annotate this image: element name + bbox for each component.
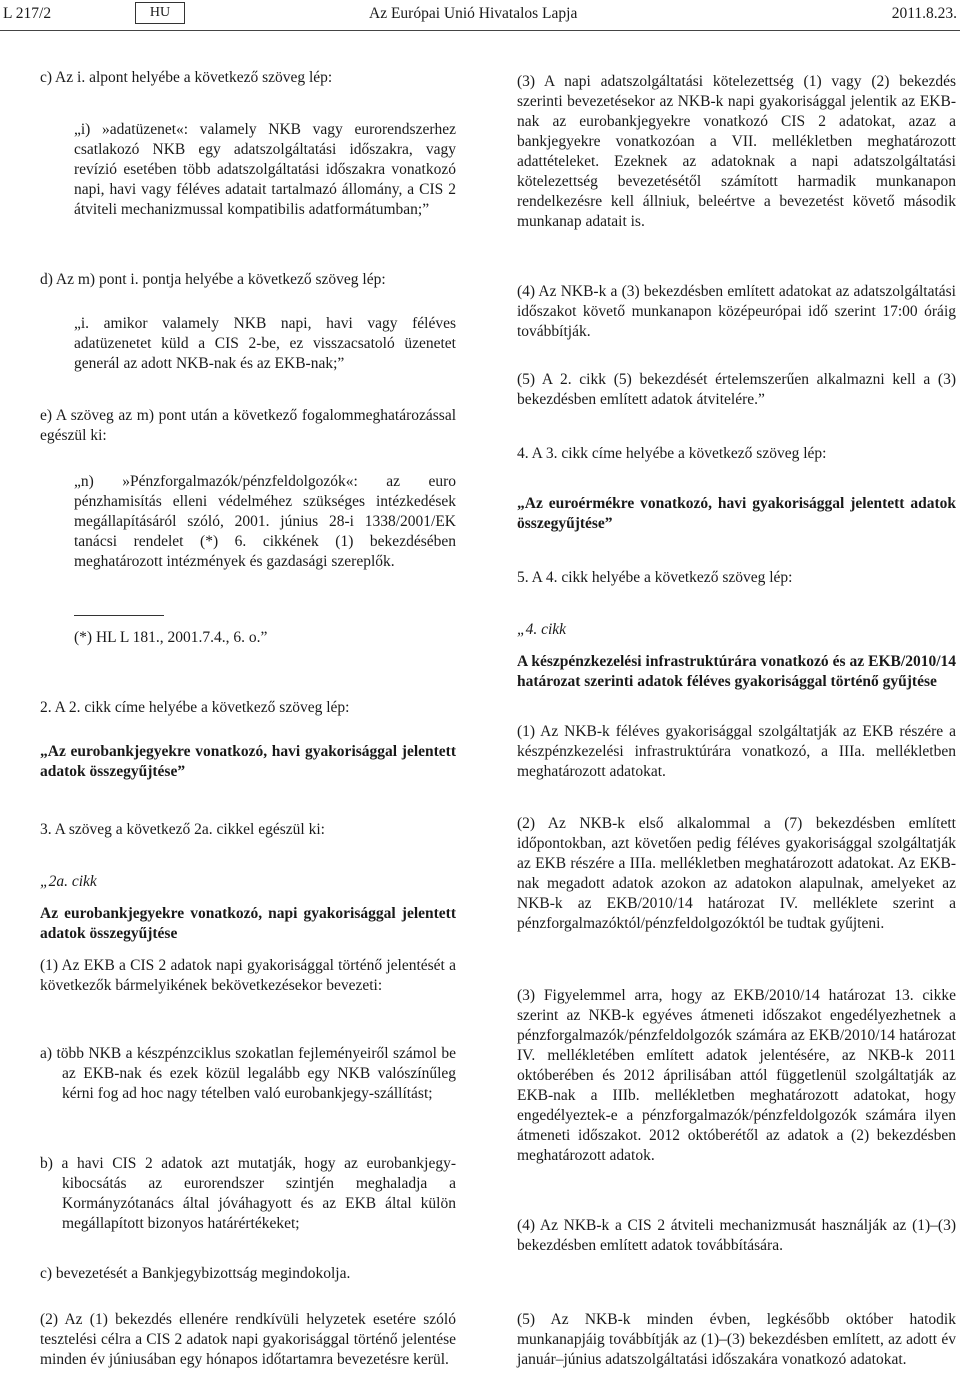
point-2-intro: 2. A 2. cikk címe helyébe a következő szöveg lép: [40, 699, 350, 716]
article-2a-title: Az eurobankjegyekre vonatkozó, napi gyakorisággal jelentett adatok összegyűjtése [40, 905, 456, 942]
point-e-text: „n) »Pénzforgalmazók/pénzfeldolgozók«: az euro pénzhamisítás elleni védelméhez szükséges intézkedések megállapításáról szóló, 2001. június 28-i 1338/2001/EK tanácsi rendelet (*) 6. cikkének (1) bekezdésében meghatározott intézmények és gazdasági szereplők. [74, 473, 456, 570]
point-4-intro: 4. A 3. cikk címe helyébe a következő szöveg lép: [517, 445, 827, 462]
article-2a-paragraph-2: (2) Az (1) bekezdés ellenére rendkívüli helyzetek esetére szóló tesztelési célra a CIS 2 adatok napi gyakorisággal történő jelentése minden év júniusában egy hónapos időtartamra bevezetésre kerül. [40, 1311, 456, 1368]
point-c-intro: c) Az i. alpont helyébe a következő szöveg lép: [40, 69, 333, 86]
point-d-text: „i. amikor valamely NKB napi, havi vagy féléves adatüzenetet küld a CIS 2-be, ez visszacsatoló üzenetet generál az adott NKB-nak és az EKB-nak;” [74, 315, 456, 372]
paragraph-5: (5) A 2. cikk (5) bekezdését értelemszerűen alkalmazni kell a (3) bekezdésben említett adatok átvitelére.” [517, 371, 956, 408]
language-badge: HU [135, 2, 185, 24]
point-c-text: „i) »adatüzenet«: valamely NKB vagy eurorendszerhez csatlakozó NKB egy adatszolgáltatási időszakra, vagy revízió esetében több adatszolgáltatási időszakra vonatkozó napi, havi vagy féléves adatait tartalmazó állomány, a CIS 2 átviteli mechanizmussal kompatibilis adatformátumban;” [74, 121, 456, 218]
header-rule [0, 30, 960, 31]
paragraph-3: (3) A napi adatszolgáltatási kötelezettség (1) vagy (2) bekezdés szerinti bevezetésekor az NKB-k napi gyakorisággal jelentik az EKB-nak az eurobankjegyekre vonatkozó CIS 2 adatokat, azaz a bankjegyekre vonatkozóan a VII. mellékletben meghatározott adattételeket. Ezeknek az adatoknak a napi adatszolgáltatási kötelezettség bevezetésétől számított harmadik munkanapon rendelkezésre kell állniuk, beleértve a bevezetést követő második munkanap adatait is. [517, 73, 956, 230]
publication-date: 2011.8.23. [891, 5, 957, 22]
page-header [0, 0, 960, 28]
article-4-title: A készpénzkezelési infrastruktúrára vonatkozó és az EKB/2010/14 határozat szerinti adatok féléves gyakorisággal történő gyűjtése [517, 653, 956, 690]
point-2-title: „Az eurobankjegyekre vonatkozó, havi gyakorisággal jelentett adatok összegyűjtése” [40, 743, 456, 780]
point-4-title: „Az euroérmékre vonatkozó, havi gyakorisággal jelentett adatok összegyűjtése” [517, 495, 956, 532]
publication-title: Az Európai Unió Hivatalos Lapja [369, 5, 578, 22]
footnote: (*) HL L 181., 2001.7.4., 6. o.” [74, 629, 268, 646]
article-4-paragraph-5: (5) Az NKB-k minden évben, legkésőbb október hatodik munkanapjáig továbbítják az (1)–(3) bekezdésben említett, az adott év január–június adatszolgáltatási időszakára vonatkozó adatokat. [517, 1311, 956, 1368]
article-4-label: „4. cikk [517, 621, 567, 638]
article-2a-point-b: b) a havi CIS 2 adatok azt mutatják, hogy az eurobankjegy-kibocsátás az eurorendszer szintjén meghaladja a Kormányzótanács által jóváhagyott és az EKB által külön megállapított bizonyos határértékeket; [40, 1155, 456, 1232]
footnote-rule [74, 615, 164, 616]
article-4-paragraph-1: (1) Az NKB-k féléves gyakorisággal szolgáltatják az EKB részére a készpénzkezelési infrastruktúrára vonatkozó, a IIIa. mellékletben meghatározott adatokat. [517, 723, 956, 780]
article-2a-point-c: c) bevezetését a Bankjegybizottság megindokolja. [40, 1265, 351, 1282]
point-e-intro: e) A szöveg az m) pont után a következő fogalommeghatározással egészül ki: [40, 407, 456, 444]
article-4-paragraph-3: (3) Figyelemmel arra, hogy az EKB/2010/14 határozat 13. cikke szerint az NKB-k egyéves átmeneti időszakot engedélyezhetnek a pénzforgalmazók/pénzfeldolgozók számára az EKB/2010/14 határozat IV. mellékletében említett adatok jelentésére, az NKB-k 2011 októberében és 2012 áprilisában attól függetlenül szolgáltatják az EKB-nak a IIIb. mellékletben meghatározott adatokat, hogy engedélyeztek-e a pénzforgalmazók/pénzfeldolgozók számára ilyen átmeneti időszakot. 2012 októberétől az adatok a (2) bekezdésben meghatározott adatok. [517, 987, 956, 1164]
article-2a-paragraph-1: (1) Az EKB a CIS 2 adatok napi gyakorisággal történő jelentését a következők bármelyikének bekövetkezésekor bevezeti: [40, 957, 456, 994]
point-d-intro: d) Az m) pont i. pontja helyébe a következő szöveg lép: [40, 271, 386, 288]
article-4-paragraph-4: (4) Az NKB-k a CIS 2 átviteli mechanizmusát használják az (1)–(3) bekezdésben említett adatok továbbítására. [517, 1217, 956, 1254]
point-5-intro: 5. A 4. cikk helyébe a következő szöveg lép: [517, 569, 793, 586]
article-2a-label: „2a. cikk [40, 873, 97, 890]
journal-reference: L 217/2 [3, 5, 52, 22]
paragraph-4: (4) Az NKB-k a (3) bekezdésben említett adatokat az adatszolgáltatási időszakot követő munkanapon középeurópai idő szerint 17:00 óráig továbbítják. [517, 283, 956, 340]
point-3-intro: 3. A szöveg a következő 2a. cikkel egészül ki: [40, 821, 325, 838]
article-4-paragraph-2: (2) Az NKB-k első alkalommal a (7) bekezdésben említett időpontokban, azt követően pedig féléves gyakorisággal szolgáltatják az EKB részére a IIIa. mellékletben meghatározott adatokat. Az EKB-nak megadott adatok azokon az adatokon alapulnak, amelyeket az NKB-k az EKB/2010/14 határozat IV. melléklete szerint a pénzforgalmazóktól/pénzfeldolgozóktól be tudtak gyűjteni. [517, 815, 956, 932]
article-2a-point-a: a) több NKB a készpénzciklus szokatlan fejleményeiről számol be az EKB-nak és ezek közül legalább egy NKB valószínűleg kérni fog ad hoc nagy tételben való eurobankjegy-szállítást; [40, 1045, 456, 1102]
